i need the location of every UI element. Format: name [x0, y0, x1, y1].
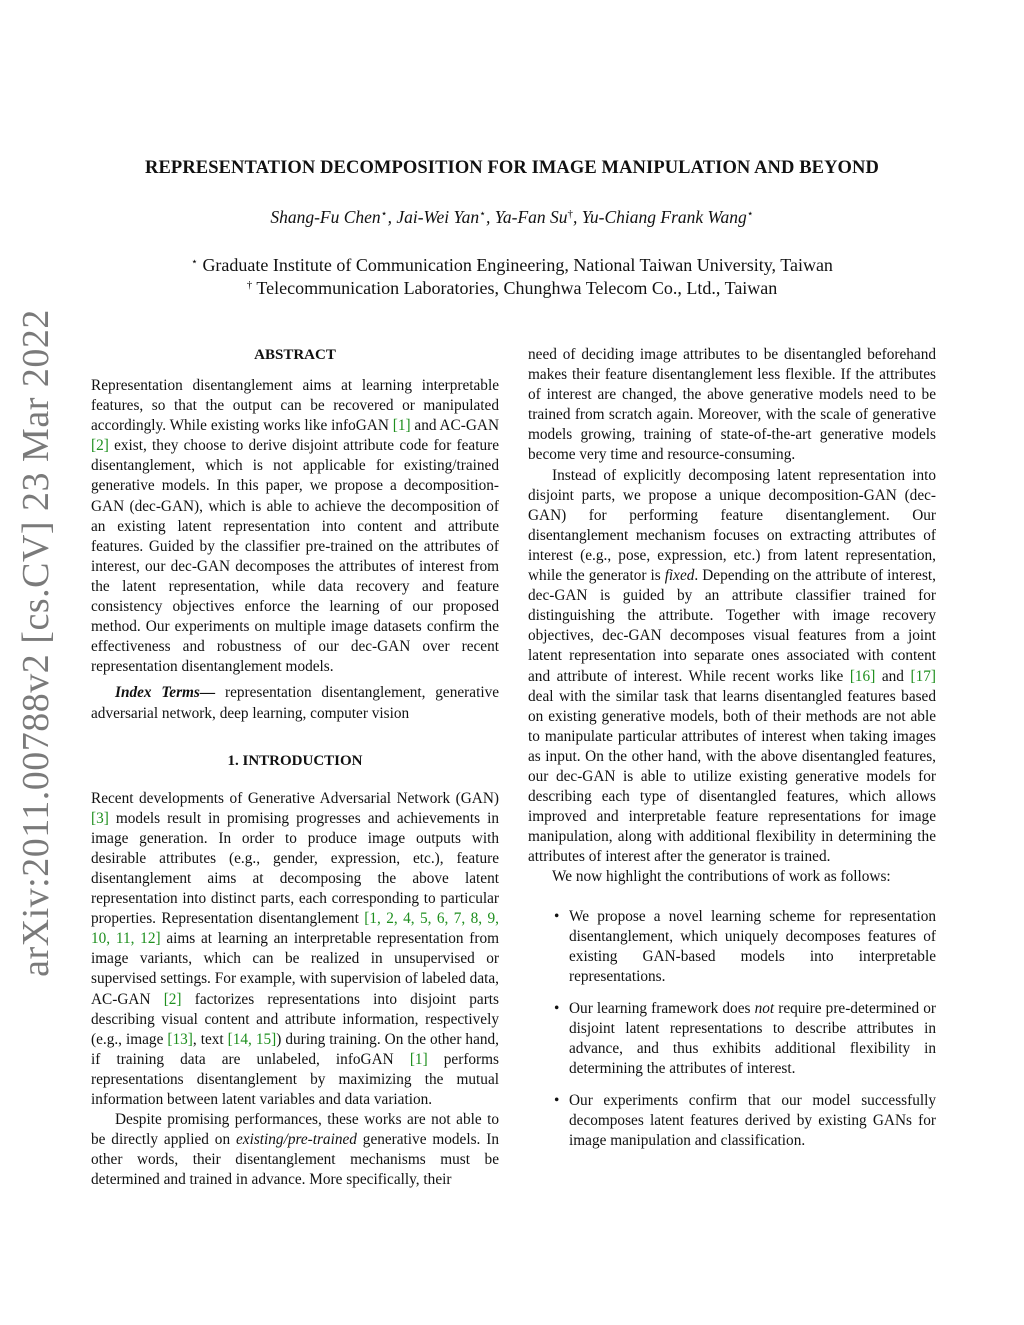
arxiv-stamp — [15, 308, 57, 977]
contribution-item: • Our experiments confirm that our model successfully decomposes latent features derived by existing GANs for image manipulation and classification. — [554, 1092, 936, 1150]
arxiv-id: arXiv:2011.00788v2 [cs.CV] 23 Mar 2022 — [15, 308, 57, 977]
contribution-item: • Our learning framework does not require pre-determined or disjoint latent representations to describe attributes in advance, and thus exhibits additional flexibility in determining the attributes of interest. — [554, 999, 936, 1078]
bullet-icon: • — [554, 1092, 560, 1110]
bullet-icon: • — [554, 999, 560, 1017]
citation-link[interactable]: [13] — [167, 1030, 193, 1048]
author-list: Shang-Fu Chen⋆, Jai-Wei Yan⋆, Ya-Fan Su†, Yu-Chiang Frank Wang⋆ — [270, 207, 754, 227]
right-paragraph-3: We now highlight the contributions of work as follows: — [552, 868, 891, 886]
contributions-list — [528, 907, 936, 1152]
intro-paragraph-2: Despite promising performances, these works are not able to be directly applied on existing/pre-trained generative models. In other words, their disentanglement mechanisms must be determined and trained in advance. More specifically, their — [91, 1111, 499, 1189]
bullet-icon: • — [554, 907, 560, 925]
intro-paragraph-1: Recent developments of Generative Adversarial Network (GAN) [3] models result in promising progresses and achievements in image generation. In order to produce image outputs with desirable attributes (e.g., gender, expression, etc.), feature disentanglement aims at decomposing the above latent representation into distinct parts, each corresponding to particular properties. Representation disentanglement [1, 2, 4, 5, 6, 7, 8, 9, 10, 11, 12] aims at learning an interpretable representation from image variants, which can be realized in unsupervised or supervised settings. For example, with supervision of labeled data, AC-GAN [2] factorizes representations into disjoint parts describing visual content and attribute information, respectively (e.g., image [13], text [14, 15]) during training. On the other hand, if training data are unlabeled, infoGAN [1] performs representations disentanglement by maximizing the mutual information between latent variables and data variation. — [91, 789, 500, 1108]
abstract-heading: ABSTRACT — [254, 347, 336, 363]
citation-link[interactable]: [1] — [392, 417, 411, 435]
author-4: Yu-Chiang Frank Wang — [581, 207, 747, 227]
right-paragraph-2: Instead of explicitly decomposing latent representation into disjoint parts, we propose a unique decomposition-GAN (dec-GAN) for performing feature disentanglement. Our disentanglement mechanism focuses on extracting attributes of interest (e.g., pose, expression, etc.) from latent representation, while the generator is fixed. Depending on the attribute of interest, dec-GAN is guided by an attribute classifier trained for distinguishing the attribute. Together with image recovery objectives, dec-GAN decomposes visual features from a joint latent representation into separate ones associated with content and attribute of interest. While recent works like [16] and [17] deal with the similar task that learns disentangled features based on existing generative models, both of their methods are not able to manipulate particular attributes of interest when taking images as input. On the other hand, with the above disentangled features, our dec-GAN is able to utilize existing generative models for describing each type of disentangled features, which allows improved and interpretable feature representations for image manipulation, along with additional flexibility in determining the attributes of interest after the generator is trained. — [528, 466, 936, 866]
paper-title: REPRESENTATION DECOMPOSITION FOR IMAGE MANIPULATION AND BEYOND — [145, 158, 879, 178]
right-column — [528, 345, 936, 1152]
citation-link[interactable]: [2] — [91, 437, 109, 455]
author-1: Shang-Fu Chen — [270, 207, 381, 227]
intro-heading: 1. INTRODUCTION — [227, 752, 363, 769]
citation-link[interactable]: [3] — [91, 809, 109, 827]
citation-link[interactable]: [1, 2, 4, 5, 6, 7, 8, 9, 10, 11, 12] — [91, 910, 499, 948]
citation-link[interactable]: [1] — [409, 1050, 428, 1068]
contribution-item: • We propose a novel learning scheme for representation disentanglement, which uniquely decomposes features of existing GAN-based models into interpretable representations. — [554, 907, 936, 985]
left-column — [91, 345, 499, 1190]
citation-link[interactable]: [14, 15] — [227, 1030, 277, 1048]
abstract-text: Representation disentanglement aims at learning interpretable features, so that the output can be recovered or manipulated accordingly. While existing works like infoGAN [1] and AC-GAN [2] exist, they choose to derive disjoint attribute code for feature disentanglement, which is not applicable for existing/trained generative models. In this paper, we propose a decomposition-GAN (dec-GAN), which is able to achieve the decomposition of an existing latent representation into content and attribute features. Guided by the classifier pre-trained on the attributes of interest, our dec-GAN decomposes the attributes of interest from the latent representation, while data recovery and feature consistency objectives enforce the learning of our proposed method. Our experiments on multiple image datasets confirm the effectiveness and robustness of our dec-GAN over recent representation disentanglement models. — [91, 377, 499, 676]
author-2: Jai-Wei Yan — [396, 207, 480, 227]
citation-link[interactable]: [2] — [163, 990, 182, 1008]
affiliation-1: ⋆ Graduate Institute of Communication Engineering, National Taiwan University, Taiwan — [191, 255, 833, 275]
citation-link[interactable]: [16] — [849, 667, 876, 685]
index-terms: Index Terms— representation disentanglement, generative adversarial network, deep learning, computer vision — [91, 684, 500, 722]
right-paragraph-1: need of deciding image attributes to be disentangled beforehand makes their feature disentanglement less flexible. If the attributes of interest are changed, the above generative models need to be trained from scratch again. Moreover, with the scale of generative models growing, training of state-of-the-art generative models become very time and resource-consuming. — [528, 346, 936, 464]
affiliation-2: † Telecommunication Laboratories, Chunghwa Telecom Co., Ltd., Taiwan — [246, 278, 778, 298]
author-3: Ya-Fan Su — [494, 207, 568, 227]
citation-link[interactable]: [17] — [910, 667, 936, 685]
